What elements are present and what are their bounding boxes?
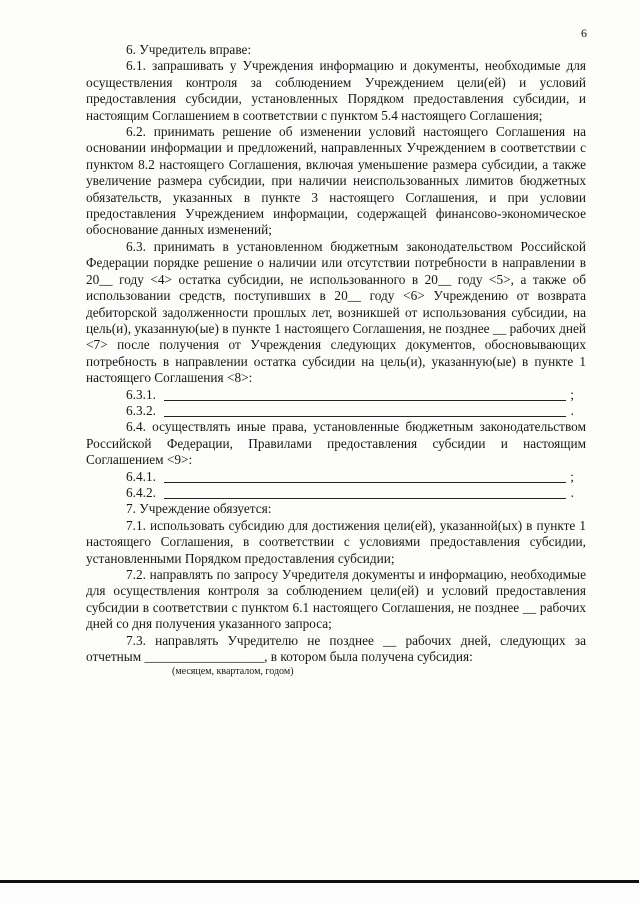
section-7-heading: 7. Учреждение обязуется: xyxy=(126,501,272,517)
blank-line xyxy=(164,498,566,499)
clause-7-3: 7.3. направлять Учредителю не позднее __ рабочих дней, следующих за отчетным __________________, в котором была получена субсидия: xyxy=(86,632,586,664)
blank-line xyxy=(164,400,566,401)
blank-line xyxy=(164,416,566,417)
clause-6-4: 6.4. осуществлять иные права, установленные бюджетным законодательством Российской Федерации, Правилами предоставления субсидии и настоящим Соглашением <9>: xyxy=(86,419,586,468)
blank-line xyxy=(164,482,566,483)
scan-bottom-edge xyxy=(0,880,639,883)
clause-6-3-2-number: 6.3.2. xyxy=(126,402,156,418)
clause-7-1: 7.1. использовать субсидию для достижения цели(ей), указанной(ых) в пункте 1 настоящего Соглашения, в соответствии с условиями предоставления субсидии, установленными Порядком предоставления субсидии; xyxy=(86,517,586,566)
clause-6-4-1-end: ; xyxy=(570,468,574,484)
clause-6-4-2-number: 6.4.2. xyxy=(126,484,156,500)
clause-7-2: 7.2. направлять по запросу Учредителя документы и информацию, необходимые для осуществления контроля за соблюдением цели(ей) и условий предоставления субсидии в соответствии с пунктом 6.1 настоящего Соглашения, не позднее __ рабочих дней со дня получения указанного запроса; xyxy=(86,566,586,632)
clause-6-3-1 xyxy=(86,387,586,403)
period-hint: (месяцем, кварталом, годом) xyxy=(172,666,294,678)
clause-6-4-2 xyxy=(86,485,586,501)
document-body xyxy=(86,42,586,677)
clause-6-3-1-number: 6.3.1. xyxy=(126,386,156,402)
clause-6-3: 6.3. принимать в установленном бюджетным законодательством Российской Федерации порядке решение о наличии или отсутствии потребности в направлении в 20__ году <4> остатка субсидии, не использованного в 20__ году <5>, а также об использовании средств, поступивших в 20__ году <6> Учреждению от возврата дебиторской задолженности прошлых лет, возникшей от использования субсидии, на цель(и), указанную(ые) в пункте 1 настоящего Соглашения, не позднее __ рабочих дней <7> после получения от Учреждения следующих документов, обосновывающих потребность в направлении остатка субсидии на цель(и), указанную(ые) в пункте 1 настоящего Соглашения <8>: xyxy=(86,238,586,386)
clause-6-4-1-number: 6.4.1. xyxy=(126,468,156,484)
clause-6-4-1 xyxy=(86,469,586,485)
clause-6-4-2-end: . xyxy=(570,484,574,500)
clause-6-3-2-end: . xyxy=(570,402,574,418)
section-6-heading: 6. Учредитель вправе: xyxy=(126,42,252,57)
clause-6-3-1-end: ; xyxy=(570,386,574,402)
clause-6-3-2 xyxy=(86,403,586,419)
clause-6-2: 6.2. принимать решение об изменении условий настоящего Соглашения на основании информации и предложений, направленных Учреждением в соответствии с пунктом 8.2 настоящего Соглашения, включая уменьшение размера субсидии, а также увеличение размера субсидии, при наличии неиспользованных лимитов бюджетных обязательств, указанных в пункте 3 настоящего Соглашения, и при условии предоставления Учреждением информации, содержащей финансово-экономическое обоснование данных изменений; xyxy=(86,124,586,238)
page-number: 6 xyxy=(581,26,587,40)
clause-6-1: 6.1. запрашивать у Учреждения информацию и документы, необходимые для осуществления контроля за соблюдением Учреждением цели(ей) и условий предоставления субсидии, установленных Порядком предоставления субсидии, и настоящим Соглашением в соответствии с пунктом 5.4 настоящего Соглашения; xyxy=(86,58,586,123)
